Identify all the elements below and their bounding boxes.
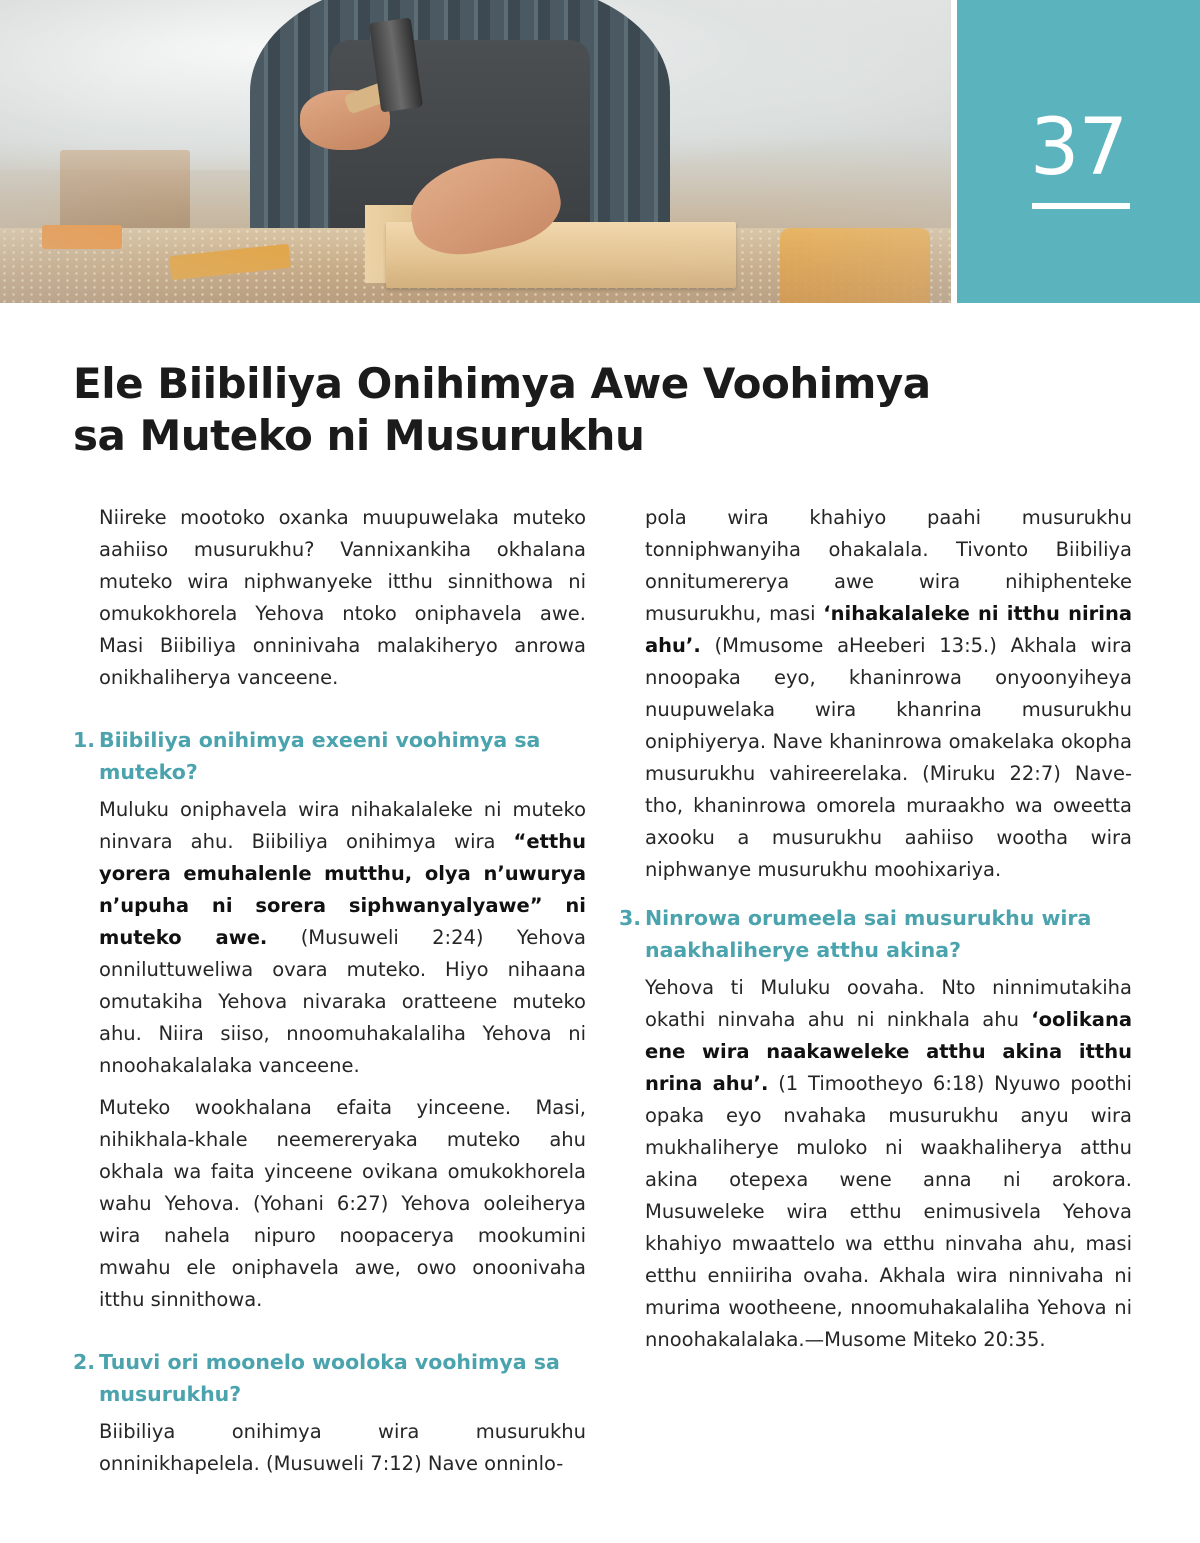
section-2-p1-bold: ‘nihakalaleke ni itthu nirina ahu’. <box>645 602 1132 657</box>
section-1-p1-text-a: Muluku oniphavela wira nihakalaleke ni muteko ninvara ahu. Biibiliya onihimya wira <box>99 798 586 853</box>
chapter-number-underline <box>1032 203 1130 209</box>
section-1-paragraph-2: Muteko wookhalana efaita yinceene. Masi, nihikhala-khale neemereryaka muteko ahu okhala wa faita yinceene ovikana omukokhorela wahu Yehova. (Yohani 6:27) Yehova ooleiherya wira nahela nipuro noopacerya mookumini mwahu ele oniphavela awe, owo onoonivaha itthu sinnithowa. <box>99 1096 586 1311</box>
section-2-number: 2. <box>73 1350 96 1374</box>
page-title <box>73 358 1073 462</box>
chapter-number-box <box>957 0 1200 303</box>
intro-paragraph: Niireke mootoko oxanka muupuwelaka muteko aahiiso musurukhu? Vannixankiha okhalana muteko wira niphwanyeke itthu sinnithowa ni omukokhorela Yehova ntoko oniphavela awe. Masi Biibiliya onninivaha malakiheryo anrowa onikhaliherya vanceene. <box>99 506 586 689</box>
section-2-question <box>73 1346 586 1410</box>
section-2-question-text: Tuuvi ori moonelo wooloka voohimya sa musurukhu? <box>99 1350 560 1406</box>
left-column <box>73 502 586 1480</box>
header-photo-carpenter-hammering <box>0 0 951 303</box>
section-2-p1-text-b: (Mmusome aHeeberi 13:5.) Akhala wira nnoopaka eyo, khaninrowa onyoonyiheya nuupuwelaka wira khanrina musurukhu oniphiyerya. Nave khaninrowa omakelaka okopha musurukhu vahireerelaka. (Miruku 22:7) Nave-tho, khaninrowa omorela muraakho wa oweetta axooku a musurukhu aahiiso wootha wira niphwanye musurukhu moohixariya. <box>645 634 1132 881</box>
right-column <box>619 502 1132 1366</box>
section-3-paragraph-1 <box>645 972 1132 1356</box>
section-3-question-text: Ninrowa orumeela sai musurukhu wira naakhaliherye atthu akina? <box>645 906 1092 962</box>
section-3-p1-text-a: Yehova ti Muluku oovaha. Nto ninnimutakiha okathi ninvaha ahu ni ninkhala ahu <box>645 976 1132 1031</box>
page-title-line-2: sa Muteko ni Musurukhu <box>73 411 645 460</box>
section-1-number: 1. <box>73 728 96 752</box>
section-3-number: 3. <box>619 906 642 930</box>
section-3-question <box>619 902 1132 966</box>
section-1-question <box>73 724 586 788</box>
section-1-p1-text-b: (Musuweli 2:24) Yehova onniluttuweliwa ovara muteko. Hiyo nihaana omutakiha Yehova nivaraka oratteene muteko ahu. Niira siiso, nnoomuhakalaliha Yehova ni nnoohakalalaka vanceene. <box>99 926 586 1077</box>
section-1-question-text: Biibiliya onihimya exeeni voohimya sa muteko? <box>99 728 541 784</box>
section-2-paragraph-1 <box>645 502 1132 886</box>
section-2-paragraph-1-start: Biibiliya onihimya wira musurukhu onninikhapelela. (Musuweli 7:12) Nave onninlo- <box>99 1420 586 1475</box>
page-title-line-1: Ele Biibiliya Onihimya Awe Voohimya <box>73 359 931 408</box>
section-3-p1-text-b: (1 Timootheyo 6:18) Nyuwo poothi opaka eyo nvahaka musurukhu anyu wira mukhaliherye muloko ni waakhaliherya atthu akina otepexa wene anna ni arokora. Musuweleke wira etthu enimusivela Yehova khahiyo mwaattelo wa etthu ninvaha ahu, masi etthu enniiriha ovaha. Akhala wira ninnivaha ni murima wootheene, nnoomuhakalaliha Yehova ni nnoohakalalaka.—Musome Miteko 20:35. <box>645 1072 1132 1351</box>
section-3-p1-bold: ‘oolikana ene wira naakaweleke atthu akina itthu nrina ahu’. <box>645 1008 1132 1095</box>
section-1-p1-bold: “etthu yorera emuhalenle mutthu, olya n’uwurya n’upuha ni sorera siphwanyalyawe” ni muteko awe. <box>99 830 586 949</box>
section-2-p1-text-a: pola wira khahiyo paahi musurukhu tonniphwanyiha ohakalala. Tivonto Biibiliya onnitumererya awe wira nihiphenteke musurukhu, masi <box>645 506 1132 625</box>
chapter-number: 37 <box>1029 103 1128 193</box>
section-1-paragraph-1 <box>99 794 586 1082</box>
